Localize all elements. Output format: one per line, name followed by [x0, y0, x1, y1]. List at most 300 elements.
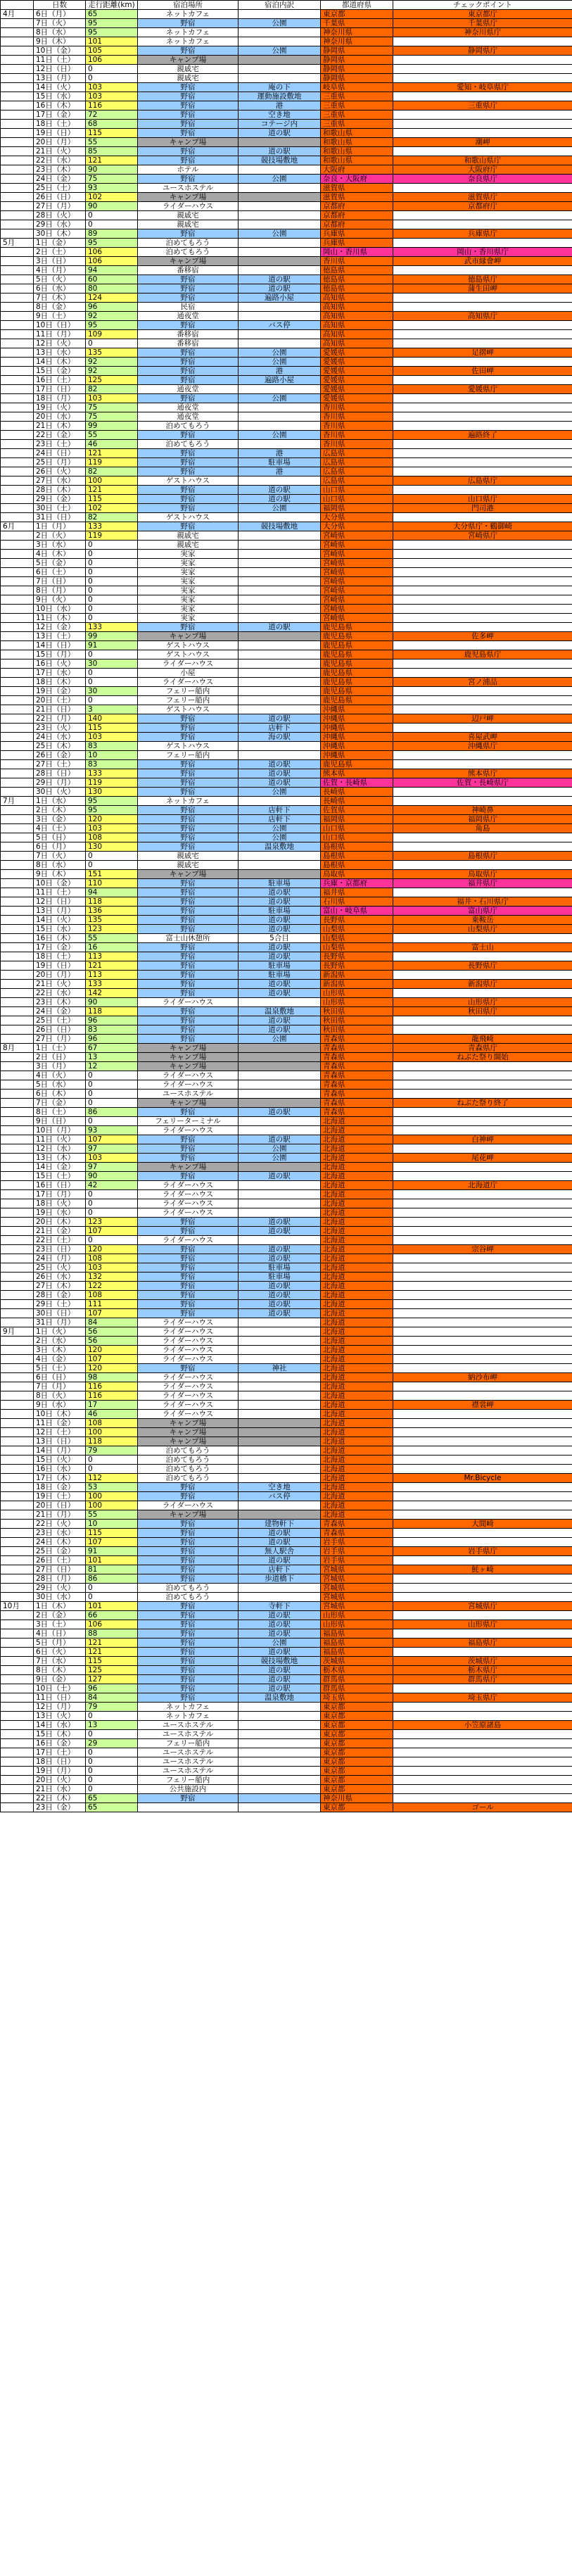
cell-detail: 公園	[239, 1639, 321, 1648]
cell-checkpoint	[393, 303, 572, 312]
cell-day: 10日（金）	[34, 46, 86, 56]
cell-prefecture: 鹿児島県	[321, 760, 393, 769]
cell-prefecture: 三重県	[321, 111, 393, 120]
cell-prefecture: 福岡県	[321, 504, 393, 513]
cell-checkpoint: 山口県庁	[393, 495, 572, 504]
table-row	[1, 1355, 572, 1364]
table-row	[1, 129, 572, 138]
cell-day: 10日（日）	[34, 321, 86, 330]
table-row	[1, 1620, 572, 1629]
cell-day: 20日（木）	[34, 1218, 86, 1227]
table-row	[1, 83, 572, 92]
cell-distance: 97	[86, 1144, 138, 1154]
cell-lodging: 野宿	[138, 907, 239, 916]
cell-detail	[239, 248, 321, 257]
cell-day: 12日（月）	[34, 1703, 86, 1712]
cell-distance: 95	[86, 806, 138, 815]
cell-checkpoint: 群馬県庁	[393, 1675, 572, 1684]
cell-checkpoint	[393, 321, 572, 330]
cell-detail: 道の駅	[239, 1218, 321, 1227]
table-row	[1, 1565, 572, 1574]
cell-prefecture: 北海道	[321, 1236, 393, 1245]
cell-checkpoint	[393, 394, 572, 403]
cell-detail	[239, 742, 321, 751]
cell-detail	[239, 1117, 321, 1126]
cell-month	[1, 1629, 34, 1639]
cell-month: 9月	[1, 1327, 34, 1337]
cell-lodging: 野宿	[138, 806, 239, 815]
cell-distance: 0	[86, 678, 138, 687]
cell-prefecture: 福井県	[321, 888, 393, 897]
cell-prefecture: 香川県	[321, 257, 393, 266]
cell-checkpoint	[393, 1208, 572, 1218]
cell-day: 21日（日）	[34, 705, 86, 714]
cell-lodging: 野宿	[138, 101, 239, 111]
cell-detail	[239, 239, 321, 248]
cell-distance: 121	[86, 1639, 138, 1648]
table-row	[1, 1803, 572, 1812]
cell-prefecture: 愛媛県	[321, 367, 393, 376]
table-row	[1, 486, 572, 495]
cell-day: 7日（金）	[34, 1099, 86, 1108]
cell-month	[1, 412, 34, 422]
cell-lodging: 野宿	[138, 1629, 239, 1639]
cell-lodging: 野宿	[138, 1035, 239, 1044]
cell-distance: 83	[86, 742, 138, 751]
cell-day: 1日（木）	[34, 1602, 86, 1611]
cell-checkpoint	[393, 1611, 572, 1620]
cell-checkpoint: 神奈川県庁	[393, 28, 572, 37]
cell-month	[1, 266, 34, 275]
cell-prefecture: 沖縄県	[321, 742, 393, 751]
cell-checkpoint	[393, 1025, 572, 1035]
cell-lodging: 野宿	[138, 1309, 239, 1318]
cell-month	[1, 943, 34, 952]
cell-detail: 神社	[239, 1364, 321, 1373]
cell-prefecture: 北海道	[321, 1172, 393, 1181]
cell-day: 16日（土）	[34, 376, 86, 385]
cell-lodging: キャンプ場	[138, 193, 239, 202]
cell-month	[1, 751, 34, 760]
cell-lodging: 野宿	[138, 1684, 239, 1693]
table-row	[1, 367, 572, 376]
cell-lodging: ユースホステル	[138, 1757, 239, 1767]
cell-prefecture: 北海道	[321, 1419, 393, 1428]
cell-day: 18日（火）	[34, 1199, 86, 1208]
cell-detail	[239, 751, 321, 760]
table-row	[1, 907, 572, 916]
cell-month	[1, 339, 34, 348]
cell-detail	[239, 1456, 321, 1465]
cell-distance: 55	[86, 431, 138, 440]
cell-lodging: 富士山休憩所	[138, 934, 239, 943]
cell-day: 26日（土）	[34, 1556, 86, 1565]
cell-lodging: 野宿	[138, 1547, 239, 1556]
cell-prefecture: 鹿児島県	[321, 696, 393, 705]
cell-day: 31日（日）	[34, 513, 86, 522]
cell-lodging: 野宿	[138, 1300, 239, 1309]
table-row	[1, 293, 572, 303]
table-row	[1, 394, 572, 403]
cell-prefecture: 奈良・大阪府	[321, 175, 393, 184]
header-detail: 宿泊内訳	[239, 1, 321, 10]
cell-lodging: 実家	[138, 586, 239, 595]
cell-prefecture: 鹿児島県	[321, 678, 393, 687]
cell-distance: 0	[86, 1748, 138, 1757]
cell-checkpoint: ねぶた祭り終了	[393, 1099, 572, 1108]
cell-distance: 127	[86, 1675, 138, 1684]
table-row	[1, 897, 572, 907]
cell-prefecture: 東京都	[321, 10, 393, 19]
cell-prefecture: 福島県	[321, 1648, 393, 1657]
table-row	[1, 989, 572, 998]
cell-month	[1, 559, 34, 568]
cell-prefecture: 佐賀県	[321, 806, 393, 815]
cell-checkpoint: 尾花岬	[393, 1154, 572, 1163]
cell-detail: 道の駅	[239, 1025, 321, 1035]
cell-day: 18日（日）	[34, 1757, 86, 1767]
cell-distance: 99	[86, 632, 138, 641]
cell-distance: 113	[86, 952, 138, 961]
cell-day: 25日（金）	[34, 1547, 86, 1556]
table-row	[1, 1739, 572, 1748]
cell-month	[1, 888, 34, 897]
cell-month	[1, 376, 34, 385]
cell-checkpoint	[393, 1318, 572, 1327]
cell-detail: 道の駅	[239, 495, 321, 504]
table-row	[1, 998, 572, 1007]
cell-lodging: 通夜堂	[138, 403, 239, 412]
cell-month	[1, 1007, 34, 1016]
cell-month	[1, 476, 34, 486]
cell-distance: 0	[86, 696, 138, 705]
cell-lodging: ユースホステル	[138, 1748, 239, 1757]
cell-detail	[239, 650, 321, 659]
cell-distance: 68	[86, 120, 138, 129]
cell-checkpoint	[393, 422, 572, 431]
cell-lodging: 野宿	[138, 1529, 239, 1538]
cell-prefecture: 北海道	[321, 1391, 393, 1401]
cell-detail: 店軒下	[239, 815, 321, 824]
cell-prefecture: 広島県	[321, 449, 393, 458]
cell-month	[1, 1620, 34, 1629]
cell-detail: 道の駅	[239, 1675, 321, 1684]
cell-distance: 123	[86, 925, 138, 934]
table-row	[1, 1135, 572, 1144]
cell-distance: 118	[86, 1007, 138, 1016]
cell-checkpoint	[393, 1227, 572, 1236]
cell-checkpoint: 島根県庁	[393, 852, 572, 861]
cell-checkpoint: ゴール	[393, 1803, 572, 1812]
cell-day: 4日（金）	[34, 1355, 86, 1364]
cell-distance: 83	[86, 1025, 138, 1035]
table-row	[1, 156, 572, 165]
cell-month	[1, 1520, 34, 1529]
cell-detail: 温泉敷地	[239, 1007, 321, 1016]
cell-lodging: 小屋	[138, 669, 239, 678]
table-row	[1, 1154, 572, 1163]
cell-lodging: 野宿	[138, 1263, 239, 1273]
cell-day: 25日（土）	[34, 184, 86, 193]
cell-distance: 94	[86, 888, 138, 897]
table-row	[1, 1492, 572, 1501]
table-row	[1, 275, 572, 284]
cell-detail	[239, 605, 321, 614]
cell-checkpoint: 宮城県庁	[393, 1602, 572, 1611]
cell-distance: 140	[86, 714, 138, 724]
table-row	[1, 559, 572, 568]
cell-prefecture: 東京都	[321, 1767, 393, 1776]
table-row	[1, 961, 572, 971]
cell-distance: 106	[86, 56, 138, 65]
cell-month	[1, 303, 34, 312]
cell-month	[1, 385, 34, 394]
cell-distance: 88	[86, 1629, 138, 1639]
cell-prefecture: 北海道	[321, 1501, 393, 1510]
cell-month	[1, 83, 34, 92]
cell-checkpoint	[393, 1199, 572, 1208]
table-row	[1, 92, 572, 101]
table-row	[1, 28, 572, 37]
cell-day: 16日（水）	[34, 1465, 86, 1474]
cell-checkpoint	[393, 559, 572, 568]
cell-day: 11日（土）	[34, 888, 86, 897]
cell-day: 7日（水）	[34, 1657, 86, 1666]
cell-month	[1, 1053, 34, 1062]
cell-prefecture: 北海道	[321, 1254, 393, 1263]
cell-distance: 97	[86, 1163, 138, 1172]
cell-detail: 庵の下	[239, 83, 321, 92]
cell-detail	[239, 705, 321, 714]
table-row	[1, 742, 572, 751]
cell-day: 8日（金）	[34, 303, 86, 312]
cell-lodging: フェリー船内	[138, 687, 239, 696]
cell-lodging: ライダーハウス	[138, 1327, 239, 1337]
cell-lodging: 野宿	[138, 175, 239, 184]
cell-prefecture: 愛媛県	[321, 394, 393, 403]
cell-distance: 90	[86, 165, 138, 175]
cell-month	[1, 1245, 34, 1254]
cell-day: 4日（月）	[34, 266, 86, 275]
cell-prefecture: 鹿児島県	[321, 623, 393, 632]
cell-distance: 0	[86, 861, 138, 870]
cell-lodging: ユースホステル	[138, 1090, 239, 1099]
cell-checkpoint: 福井・石川県庁	[393, 897, 572, 907]
cell-checkpoint	[393, 1263, 572, 1273]
cell-lodging: 野宿	[138, 724, 239, 733]
table-row	[1, 37, 572, 46]
cell-distance: 82	[86, 513, 138, 522]
cell-month	[1, 1529, 34, 1538]
cell-distance: 136	[86, 907, 138, 916]
cell-distance: 91	[86, 641, 138, 650]
table-row	[1, 1300, 572, 1309]
cell-checkpoint	[393, 788, 572, 797]
cell-detail: 店軒下	[239, 1565, 321, 1574]
cell-checkpoint	[393, 486, 572, 495]
cell-prefecture: 福島県	[321, 1639, 393, 1648]
cell-month	[1, 1666, 34, 1675]
cell-day: 20日（火）	[34, 1776, 86, 1785]
cell-month	[1, 852, 34, 861]
cell-prefecture: 熊本県	[321, 769, 393, 778]
cell-day: 16日（金）	[34, 1739, 86, 1748]
cell-lodging: 野宿	[138, 1108, 239, 1117]
cell-checkpoint	[393, 1062, 572, 1071]
cell-prefecture: 愛媛県	[321, 376, 393, 385]
cell-detail: 道の駅	[239, 1254, 321, 1263]
cell-month	[1, 1181, 34, 1190]
cell-lodging: ライダーハウス	[138, 1382, 239, 1391]
cell-day: 27日（月）	[34, 1035, 86, 1044]
cell-month	[1, 65, 34, 74]
cell-month	[1, 1254, 34, 1263]
table-row	[1, 1071, 572, 1080]
cell-distance: 0	[86, 614, 138, 623]
table-row	[1, 458, 572, 467]
cell-checkpoint	[393, 659, 572, 669]
cell-day: 3日（木）	[34, 1346, 86, 1355]
cell-checkpoint	[393, 184, 572, 193]
cell-prefecture: 東京都	[321, 1785, 393, 1794]
cell-prefecture: 長崎県	[321, 797, 393, 806]
cell-prefecture: 秋田県	[321, 1025, 393, 1035]
cell-day: 21日（金）	[34, 1227, 86, 1236]
cell-month	[1, 1510, 34, 1520]
cell-day: 29日（金）	[34, 495, 86, 504]
cell-month	[1, 1474, 34, 1483]
cell-distance: 92	[86, 312, 138, 321]
cell-checkpoint: 宮崎県庁	[393, 531, 572, 541]
table-row	[1, 1190, 572, 1199]
cell-detail: 道の駅	[239, 623, 321, 632]
cell-lodging: ライダーハウス	[138, 1208, 239, 1218]
table-row	[1, 934, 572, 943]
cell-distance: 0	[86, 1767, 138, 1776]
cell-lodging: 野宿	[138, 83, 239, 92]
cell-prefecture: 静岡県	[321, 46, 393, 56]
cell-prefecture: 岩手県	[321, 1538, 393, 1547]
table-row	[1, 1446, 572, 1456]
cell-lodging: 野宿	[138, 431, 239, 440]
cell-month	[1, 495, 34, 504]
cell-day: 3日（日）	[34, 257, 86, 266]
cell-day: 13日（土）	[34, 632, 86, 641]
cell-detail: 道の駅	[239, 778, 321, 788]
cell-month	[1, 431, 34, 440]
cell-month	[1, 1684, 34, 1693]
cell-distance: 53	[86, 1483, 138, 1492]
cell-day: 1日（月）	[34, 522, 86, 531]
cell-detail	[239, 998, 321, 1007]
cell-detail: 道の駅	[239, 1538, 321, 1547]
table-row	[1, 641, 572, 650]
table-row	[1, 714, 572, 724]
cell-prefecture: 北海道	[321, 1373, 393, 1382]
cell-detail	[239, 1090, 321, 1099]
cell-month	[1, 769, 34, 778]
cell-distance: 100	[86, 1492, 138, 1501]
cell-month	[1, 504, 34, 513]
cell-checkpoint	[393, 239, 572, 248]
cell-month	[1, 28, 34, 37]
table-row	[1, 733, 572, 742]
cell-month	[1, 1794, 34, 1803]
table-row	[1, 504, 572, 513]
header-lodging: 宿泊場所	[138, 1, 239, 10]
cell-distance: 30	[86, 687, 138, 696]
cell-day: 4日（土）	[34, 824, 86, 833]
cell-month	[1, 467, 34, 476]
cell-checkpoint	[393, 1437, 572, 1446]
cell-prefecture: 北海道	[321, 1163, 393, 1172]
cell-detail	[239, 1474, 321, 1483]
table-row	[1, 1025, 572, 1035]
cell-day: 11日（月）	[34, 330, 86, 339]
cell-month	[1, 1035, 34, 1044]
cell-day: 25日（火）	[34, 1263, 86, 1273]
cell-checkpoint: 宮ノ浦品	[393, 678, 572, 687]
cell-distance: 101	[86, 1556, 138, 1565]
cell-prefecture: 宮崎県	[321, 550, 393, 559]
cell-prefecture: 和歌山県	[321, 129, 393, 138]
table-row	[1, 266, 572, 275]
cell-day: 12日（土）	[34, 1428, 86, 1437]
cell-lodging: 通夜堂	[138, 385, 239, 394]
cell-prefecture: 島根県	[321, 852, 393, 861]
cell-prefecture: 青森県	[321, 1080, 393, 1090]
cell-distance: 103	[86, 824, 138, 833]
table-row	[1, 348, 572, 358]
cell-day: 4日（日）	[34, 1629, 86, 1639]
cell-lodging: 野宿	[138, 1135, 239, 1144]
cell-day: 10日（木）	[34, 1410, 86, 1419]
cell-prefecture: 北海道	[321, 1208, 393, 1218]
cell-day: 5日（土）	[34, 1364, 86, 1373]
cell-distance: 113	[86, 971, 138, 980]
cell-prefecture: 北海道	[321, 1465, 393, 1474]
cell-checkpoint	[393, 586, 572, 595]
cell-prefecture: 東京都	[321, 1721, 393, 1730]
cell-month	[1, 705, 34, 714]
cell-lodging: 野宿	[138, 1602, 239, 1611]
cell-prefecture: 香川県	[321, 422, 393, 431]
cell-detail	[239, 1419, 321, 1428]
cell-month	[1, 842, 34, 852]
cell-detail: 温泉敷地	[239, 842, 321, 852]
cell-detail: 公園	[239, 788, 321, 797]
cell-prefecture: 群馬県	[321, 1684, 393, 1693]
cell-detail: 道の駅	[239, 1309, 321, 1318]
cell-checkpoint	[393, 1071, 572, 1080]
table-row	[1, 788, 572, 797]
table-row	[1, 339, 572, 348]
table-row	[1, 1629, 572, 1639]
cell-distance: 81	[86, 1565, 138, 1574]
cell-month	[1, 1300, 34, 1309]
cell-distance: 85	[86, 147, 138, 156]
cell-distance: 0	[86, 605, 138, 614]
cell-distance: 103	[86, 733, 138, 742]
cell-day: 23日（木）	[34, 165, 86, 175]
cell-month	[1, 1501, 34, 1510]
cell-checkpoint	[393, 1593, 572, 1602]
cell-detail: 公園	[239, 504, 321, 513]
cell-detail: 道の駅	[239, 129, 321, 138]
cell-prefecture: 北海道	[321, 1199, 393, 1208]
cell-detail	[239, 1099, 321, 1108]
cell-prefecture: 北海道	[321, 1227, 393, 1236]
